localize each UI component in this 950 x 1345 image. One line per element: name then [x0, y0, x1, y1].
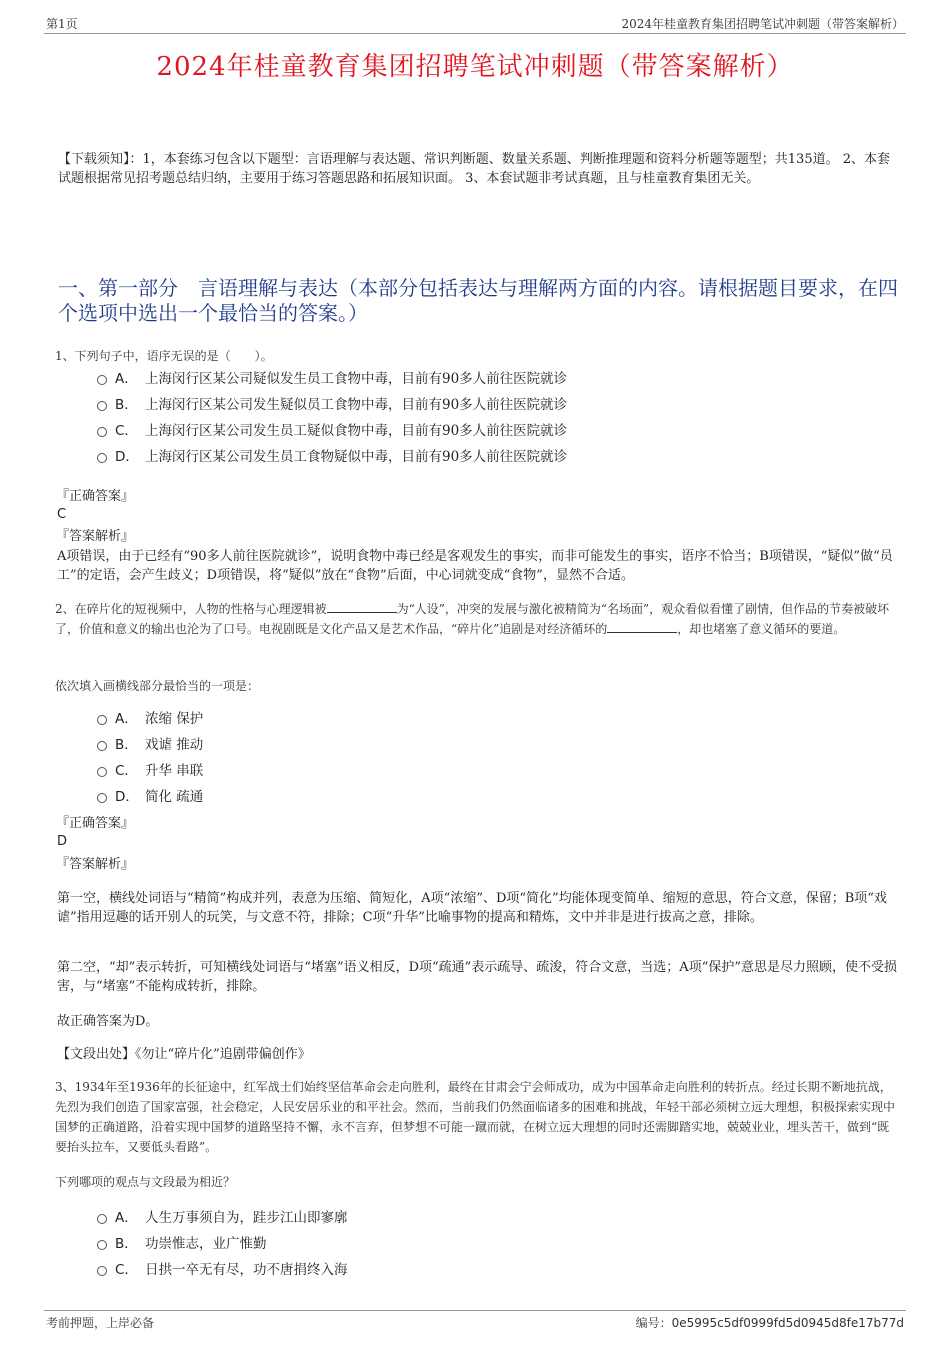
q3-option-c[interactable]: C． 日拱一卒无有尽，功不唐捐终入海: [97, 1260, 348, 1280]
q2-prompt: 依次填入画横线部分最恰当的一项是：: [55, 679, 260, 693]
q2-correct-label: 『正确答案』: [56, 816, 135, 831]
radio-icon[interactable]: [97, 715, 107, 725]
q1-option-d[interactable]: D． 上海闵行区某公司发生员工食物疑似中毒，目前有90多人前往医院就诊: [97, 447, 567, 467]
q3-option-a[interactable]: A． 人生万事须自为，跬步江山即寥廓: [97, 1208, 348, 1228]
blank-1: [327, 601, 397, 613]
radio-icon[interactable]: [97, 375, 107, 385]
q1-option-a[interactable]: A． 上海闵行区某公司疑似发生员工食物中毒，目前有90多人前往医院就诊: [97, 369, 567, 389]
page-title: 2024年桂童教育集团招聘笔试冲刺题（带答案解析）: [156, 52, 794, 82]
q1-correct-label: 『正确答案』: [56, 489, 135, 504]
blank-2: [607, 621, 677, 633]
radio-icon[interactable]: [97, 401, 107, 411]
q1-answer: C: [57, 507, 67, 522]
radio-icon[interactable]: [97, 1266, 107, 1276]
radio-icon[interactable]: [97, 453, 107, 463]
q2-stem: 2、在碎片化的短视频中，人物的性格与心理逻辑被 为“人设”，冲突的发展与激化被精简为“名场面”，观众看似看懂了剧情，但作品的节奏被破坏了，价值和意义的输出也沦为了口号。电视剧既是文化产品又是艺术作品，“碎片化”追剧是对经济循环的 ，却也堵塞了意义循环的要道。: [55, 602, 890, 636]
q3-stem: 3、1934年至1936年的长征途中，红军战士们始终坚信革命会走向胜利，最终在甘肃会宁会师成功，成为中国革命走向胜利的转折点。经过长期不断地抗战，先烈为我们创造了国家富强，社会稳定，人民安居乐业的和平社会。然而，当前我们仍然面临诸多的困难和挑战，年轻干部必须树立远大理想，积极探索实现中国梦的正确道路，沿着实现中国梦的道路坚持不懈，永不言弃，但梦想不可能一蹴而就，在树立远大理想的同时还需脚踏实地，兢兢业业，埋头苦干，做到“既要抬头拉车，又要低头看路”。: [55, 1080, 896, 1154]
q1-option-b[interactable]: B． 上海闵行区某公司发生疑似员工食物中毒，目前有90多人前往医院就诊: [97, 395, 567, 415]
header-doc-title: 2024年桂童教育集团招聘笔试冲刺题（带答案解析）: [621, 17, 904, 31]
q2-source: 【文段出处】《勿让“碎片化”追剧带偏创作》: [57, 1047, 311, 1062]
header-rule: [44, 33, 906, 34]
radio-icon[interactable]: [97, 767, 107, 777]
q1-analysis: A项错误，由于已经有“90多人前往医院就诊”，说明食物中毒已经是客观发生的事实，而非可能发生的事实，语序不恰当；B项错误，“疑似”做“员工”的定语，会产生歧义；D项错误，将“疑似”放在“食物”后面，中心词就变成“食物”，显然不合适。: [57, 549, 893, 583]
q2-analysis-p2: 第二空，“却”表示转折，可知横线处词语与“堵塞”语义相反，D项“疏通”表示疏导、疏浚，符合文意，当选；A项“保护”意思是尽力照顾，使不受损害，与“堵塞”不能构成转折，排除。: [57, 960, 897, 994]
q2-analysis-p3: 故正确答案为D。: [57, 1014, 159, 1029]
q2-option-d[interactable]: D． 简化 疏通: [97, 787, 203, 807]
footer-slogan: 考前押题，上岸必备: [46, 1316, 155, 1330]
q3-prompt: 下列哪项的观点与文段最为相近？: [55, 1175, 236, 1189]
q2-option-c[interactable]: C． 升华 串联: [97, 761, 203, 781]
footer-rule: [44, 1310, 906, 1311]
footer-serial: 编号：0e5995c5df0999fd5d0945d8fe17b77d: [635, 1316, 904, 1330]
radio-icon[interactable]: [97, 741, 107, 751]
q2-answer: D: [57, 834, 68, 849]
q2-option-a[interactable]: A． 浓缩 保护: [97, 709, 203, 729]
q2-analysis-label: 『答案解析』: [56, 857, 135, 872]
download-notice: 【下载须知】：1，本套练习包含以下题型：言语理解与表达题、常识判断题、数量关系题、判断推理题和资料分析题等题型；共135道。 2、本套试题根据常见招考题总结归纳，主要用于练习答题思路和拓展知识面。 3、本套试题非考试真题，且与桂童教育集团无关。: [58, 152, 890, 186]
q3-option-b[interactable]: B． 功崇惟志，业广惟勤: [97, 1234, 267, 1254]
radio-icon[interactable]: [97, 1214, 107, 1224]
radio-icon[interactable]: [97, 1240, 107, 1250]
q2-analysis-p1: 第一空，横线处词语与“精简”构成并列，表意为压缩、简短化，A项“浓缩”、D项“简化”均能体现变简单、缩短的意思，符合文意，保留；B项“戏谑”指用逗趣的话开别人的玩笑，与文意不符，排除；C项“升华”比喻事物的提高和精炼，文中并非是进行拔高之意，排除。: [57, 891, 887, 925]
radio-icon[interactable]: [97, 427, 107, 437]
page-number: 第1页: [46, 17, 78, 31]
q1-stem: 1、下列句子中，语序无误的是（ ）。: [55, 349, 273, 363]
q1-analysis-label: 『答案解析』: [56, 529, 135, 544]
q2-option-b[interactable]: B． 戏谑 推动: [97, 735, 203, 755]
section-heading: 一、第一部分 言语理解与表达（本部分包括表达与理解两方面的内容。请根据题目要求，在四个选项中选出一个最恰当的答案。）: [58, 276, 898, 325]
radio-icon[interactable]: [97, 793, 107, 803]
q1-option-c[interactable]: C． 上海闵行区某公司发生员工疑似食物中毒，目前有90多人前往医院就诊: [97, 421, 567, 441]
